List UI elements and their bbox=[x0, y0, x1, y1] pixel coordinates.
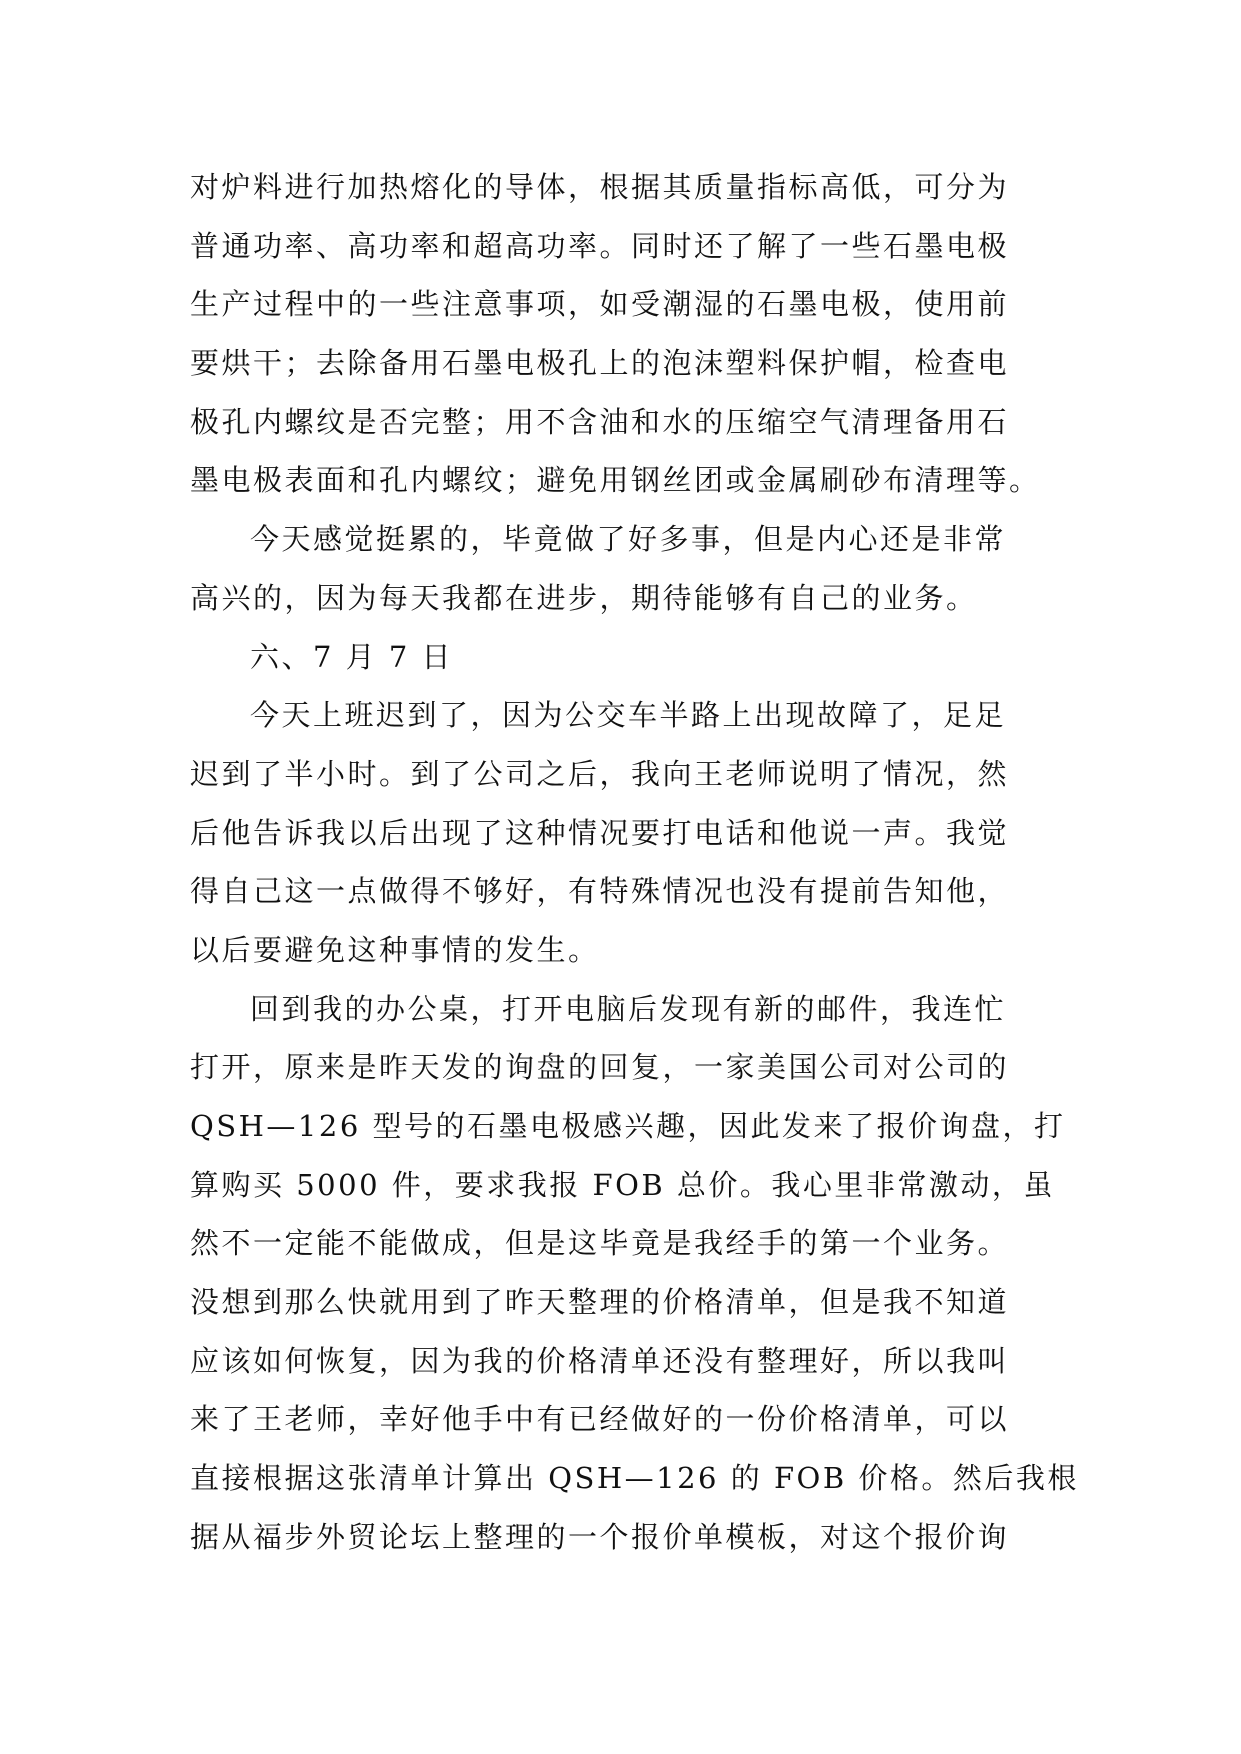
text-line: 打开，原来是昨天发的询盘的回复，一家美国公司对公司的 bbox=[190, 1050, 1010, 1085]
body-text bbox=[190, 158, 1079, 1567]
text-line: 以后要避免这种事情的发生。 bbox=[190, 932, 600, 967]
text-line: 对炉料进行加热熔化的导体，根据其质量指标高低，可分为 bbox=[190, 170, 1010, 204]
paragraph-start-line: 回到我的办公桌，打开电脑后发现有新的邮件，我连忙 bbox=[250, 991, 1007, 1026]
text-line: 据从福步外贸论坛上整理的一个报价单模板，对这个报价询 bbox=[190, 1519, 1010, 1554]
text-line: 后他告诉我以后出现了这种情况要打电话和他说一声。我觉 bbox=[190, 815, 1010, 850]
text-line: QSH—126 型号的石墨电极感兴趣，因此发来了报价询盘，打 bbox=[190, 1109, 1066, 1143]
text-line: 应该如何恢复，因为我的价格清单还没有整理好，所以我叫 bbox=[190, 1343, 1010, 1378]
text-line: 直接根据这张清单计算出 QSH—126 的 FOB 价格。然后我根 bbox=[190, 1461, 1079, 1496]
text-line: 没想到那么快就用到了昨天整理的价格清单，但是我不知道 bbox=[190, 1285, 1010, 1320]
text-line: 要烘干；去除备用石墨电极孔上的泡沫塑料保护帽，检查电 bbox=[190, 346, 1010, 381]
text-line: 极孔内螺纹是否完整；用不含油和水的压缩空气清理备用石 bbox=[190, 404, 1010, 439]
paragraph-start-line: 今天上班迟到了，因为公交车半路上出现故障了，足足 bbox=[250, 698, 1007, 733]
text-line: 算购买 5000 件，要求我报 FOB 总价。我心里非常激动，虽 bbox=[190, 1167, 1055, 1202]
text-line: 得自己这一点做得不够好，有特殊情况也没有提前告知他， bbox=[190, 874, 1010, 909]
text-line: 高兴的，因为每天我都在进步，期待能够有自己的业务。 bbox=[190, 580, 978, 615]
text-line: 来了王老师，幸好他手中有已经做好的一份价格清单，可以 bbox=[190, 1402, 1010, 1437]
section-heading: 六、7 月 7 日 bbox=[250, 639, 454, 674]
text-line: 迟到了半小时。到了公司之后，我向王老师说明了情况，然 bbox=[190, 756, 1010, 791]
text-line: 墨电极表面和孔内螺纹；避免用钢丝团或金属刷砂布清理等。 bbox=[190, 463, 1041, 498]
text-line: 普通功率、高功率和超高功率。同时还了解了一些石墨电极 bbox=[190, 228, 1010, 263]
text-line: 生产过程中的一些注意事项，如受潮湿的石墨电极，使用前 bbox=[190, 287, 1010, 322]
text-line: 然不一定能不能做成，但是这毕竟是我经手的第一个业务。 bbox=[190, 1226, 1010, 1261]
paragraph-start-line: 今天感觉挺累的，毕竟做了好多事，但是内心还是非常 bbox=[250, 522, 1007, 557]
